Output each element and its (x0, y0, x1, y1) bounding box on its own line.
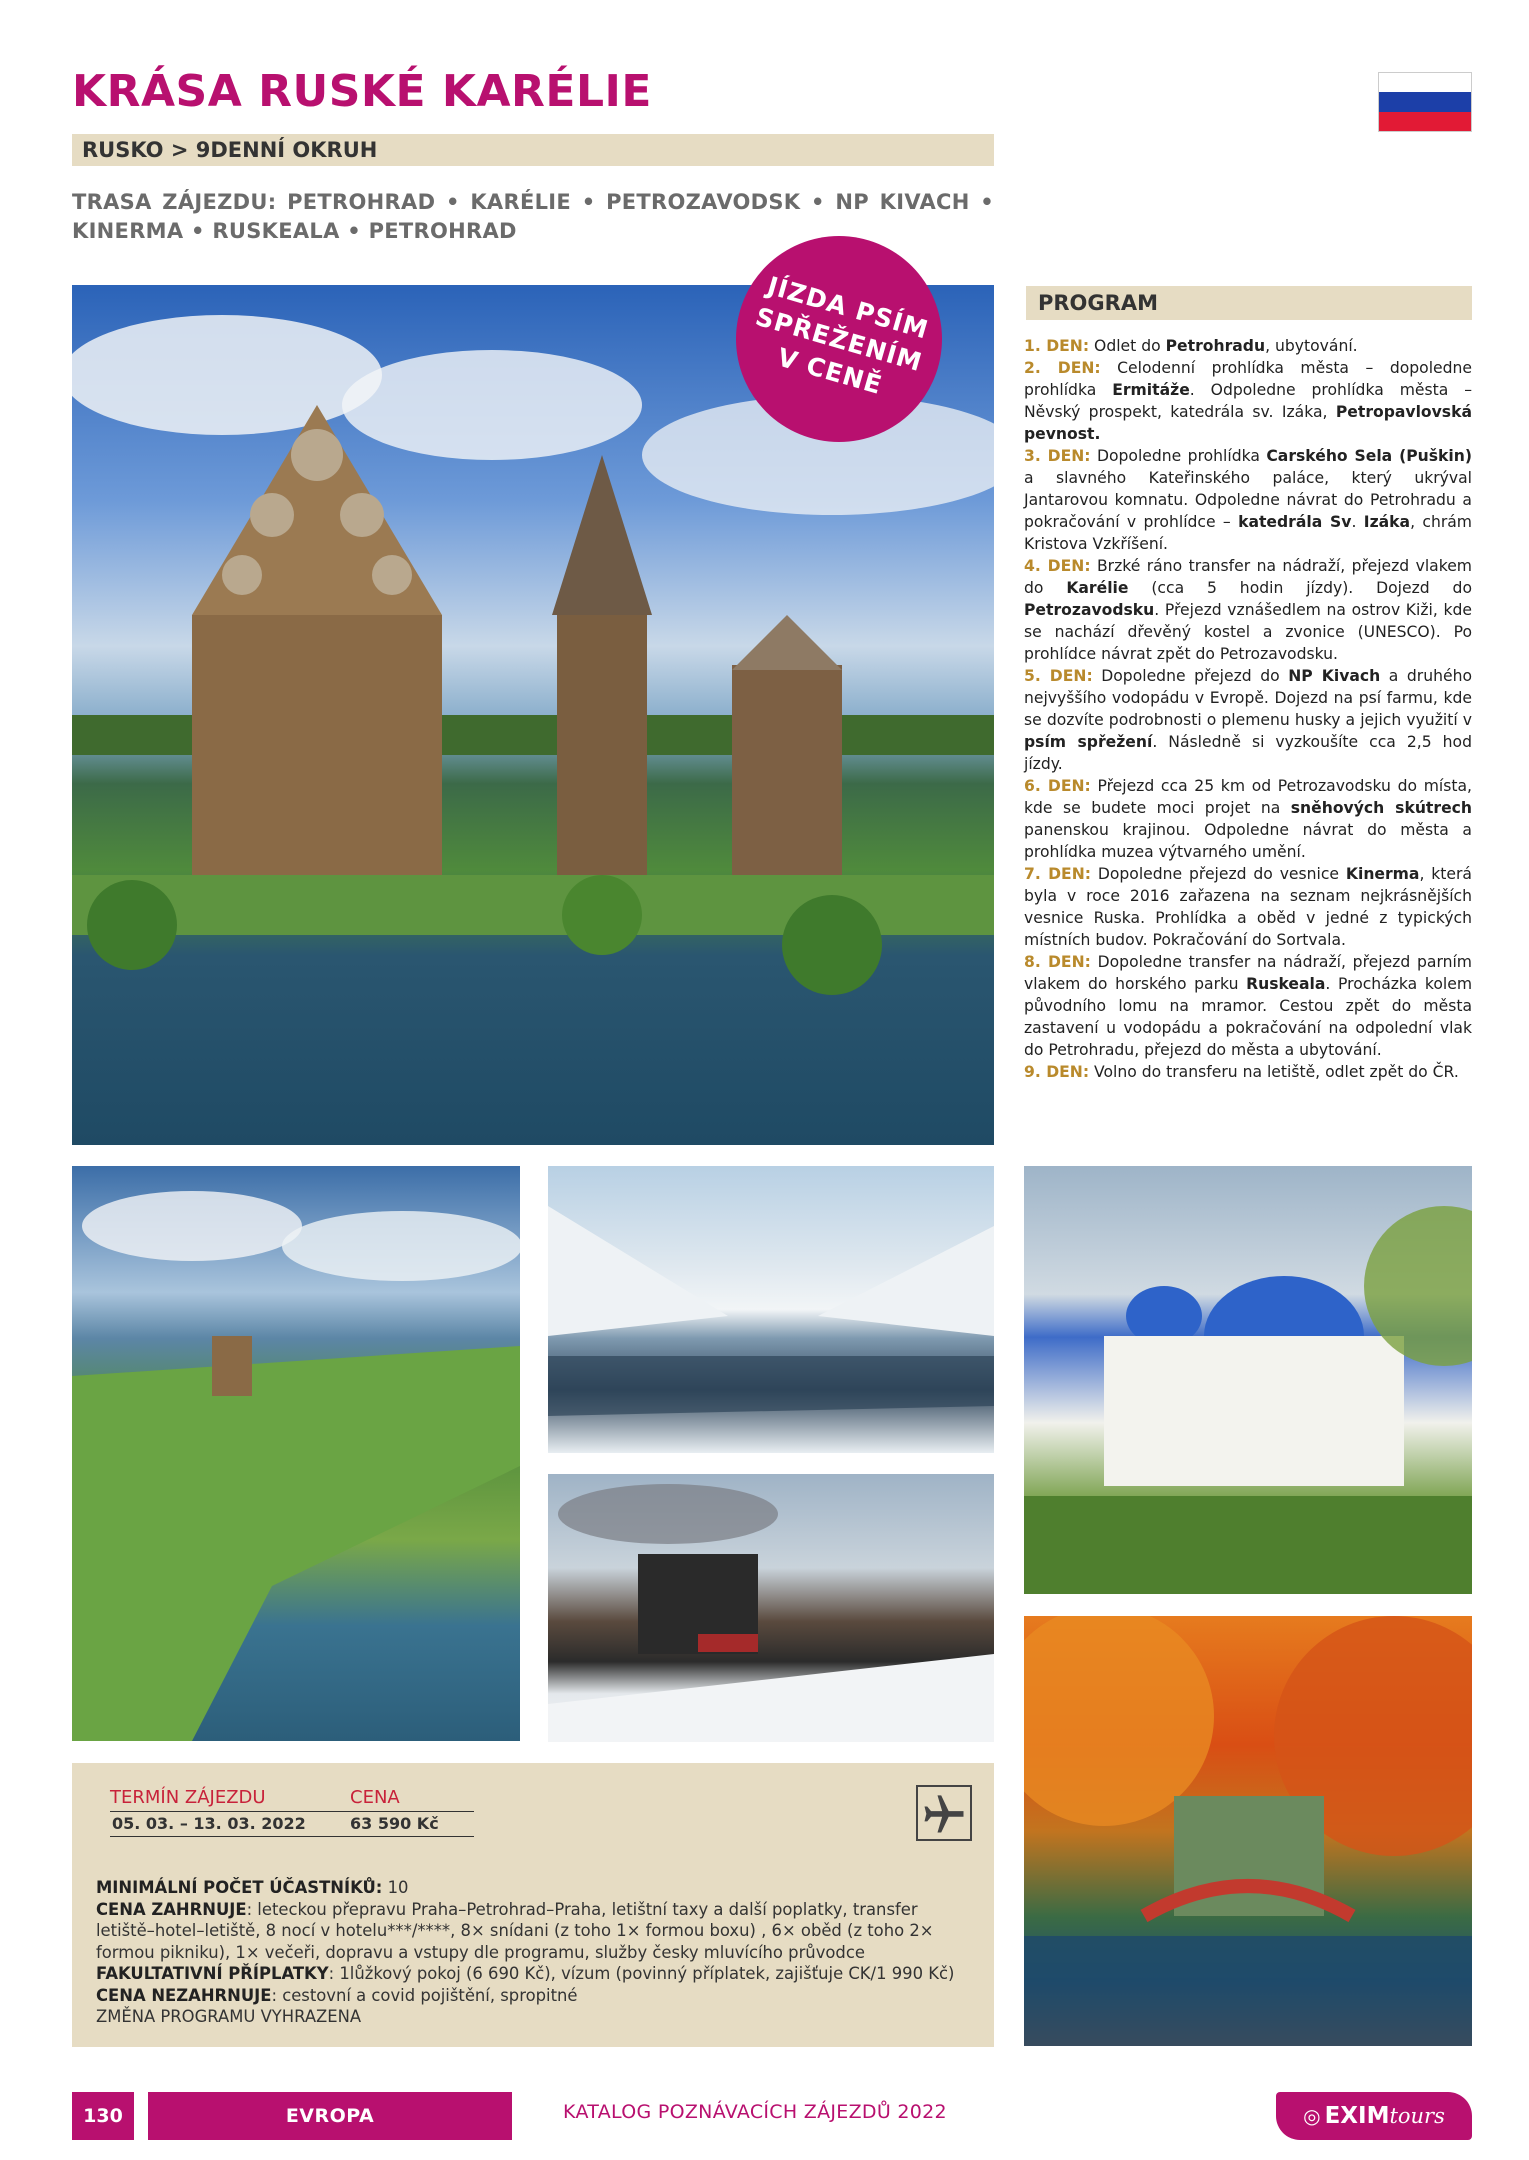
program-day-label: 6. DEN: (1024, 777, 1091, 795)
program-text-part: Přejezd cca 25 km od Petrozavodsku do místa, kde se budete moci projet na (1024, 777, 1472, 817)
tour-details (96, 1877, 974, 2028)
program-highlight: Izáka (1363, 513, 1411, 531)
price-excludes: CENA NEZAHRNUJE: cestovní a covid pojištění, spropitné (96, 1985, 578, 2005)
program-day-label: 1. DEN: (1024, 337, 1090, 355)
program-day (1024, 665, 1472, 775)
program-text-part: , která byla v roce 2016 zařazena na seznam nejkrásnějších vesnice Ruska. Prohlídka a oběd v jedné z typických místních budov. Pokračování do Sortvala. (1024, 865, 1472, 949)
flag-stripe-red (1379, 112, 1471, 131)
program-day-label: 9. DEN: (1024, 1063, 1090, 1081)
program-day (1024, 1061, 1472, 1083)
program-day (1024, 775, 1472, 863)
program-day (1024, 335, 1472, 357)
program-day-label: 5. DEN: (1024, 667, 1093, 685)
program-text-part: . Následně si vyzkoušíte cca 2,5 hod jízdy. (1024, 733, 1472, 773)
term-value: 05. 03. – 13. 03. 2022 (112, 1814, 306, 1833)
program-highlight: Karélie (1066, 579, 1129, 597)
program-heading: PROGRAM (1026, 286, 1472, 320)
program-text-part: Odlet do (1089, 337, 1166, 355)
program-text-part: . Odpoledne prohlídka města – Něvský prospekt, katedrála sv. Izáka, (1024, 381, 1472, 421)
program-text-part: Volno do transferu na letiště, odlet zpět do ČR. (1089, 1063, 1459, 1081)
program-highlight: Petropavlovská pevnost. (1024, 403, 1472, 443)
program-text-part: . Procházka kolem původního lomu na mramor. Cestou zpět do města zastavení u vodopádu a pokračování na odpolední vlak do Petrohradu, přejezd do města a ubytování. (1024, 975, 1473, 1059)
tour-subtitle: RUSKO > 9DENNÍ OKRUH (72, 134, 994, 166)
program-highlight: NP Kivach (1288, 667, 1381, 685)
program-text-part: Dopoledne prohlídka (1090, 447, 1267, 465)
autumn-park-bridge-photo (1024, 1616, 1472, 2046)
program-text-part: a slavného Kateřinského paláce, který ukrýval Jantarovou komnatu. Odpoledne návrat do Petrohradu a pokračování v prohlídce – (1024, 469, 1472, 531)
winter-river-photo (548, 1166, 994, 1453)
program-text-part: Dopoledne transfer na nádraží, přejezd parním vlakem do horského parku (1024, 953, 1472, 993)
program-day-label: 8. DEN: (1024, 953, 1091, 971)
program-highlight: Carského Sela (Puškin) (1266, 447, 1472, 465)
info-divider (110, 1836, 474, 1837)
page-number: 130 (72, 2092, 134, 2140)
flag-stripe-blue (1379, 92, 1471, 111)
plane-icon (916, 1785, 972, 1841)
program-highlight: Ermitáže (1112, 381, 1190, 399)
program-day (1024, 357, 1472, 445)
program-text-part: Brzké ráno transfer na nádraží, přejezd vlakem do (1024, 557, 1472, 597)
catalog-title: KATALOG POZNÁVACÍCH ZÁJEZDŮ 2022 (563, 2101, 947, 2123)
program-text-part: , chrám Kristova Vzkříšení. (1024, 513, 1472, 553)
program-text-part: . (1351, 513, 1364, 531)
steam-train-photo (548, 1474, 994, 1742)
program-highlight: Ruskeala (1246, 975, 1326, 993)
program-highlight: psím spřežení (1024, 733, 1153, 751)
optional-surcharges: FAKULTATIVNÍ PŘÍPLATKY: 1lůžkový pokoj (6 690 Kč), vízum (povinný příplatek, zajišťuje CK/1 990 Kč) (96, 1964, 955, 1983)
program-highlight: Petrohradu (1165, 337, 1266, 355)
program-day-label: 7. DEN: (1024, 865, 1091, 883)
program-day (1024, 445, 1472, 555)
program-text-part: panenskou krajinou. Odpoledne návrat do města a prohlídka muzea výtvarného umění. (1024, 821, 1472, 861)
program-day-label: 2. DEN: (1024, 359, 1101, 377)
page-title: KRÁSA RUSKÉ KARÉLIE (72, 66, 652, 117)
program-day-label: 3. DEN: (1024, 447, 1091, 465)
program-itinerary (1024, 335, 1472, 1083)
program-text-part: (cca 5 hodin jízdy). Dojezd do (1128, 579, 1472, 597)
tour-route: TRASA ZÁJEZDU: PETROHRAD • KARÉLIE • PETROZAVODSK • NP KIVACH • KINERMA • RUSKEALA • PETROHRAD (72, 190, 994, 243)
logo-main-text: EXIM (1324, 2103, 1390, 2129)
program-highlight: katedrála Sv (1238, 513, 1352, 531)
program-text-part: Dopoledne přejezd do vesnice (1090, 865, 1346, 883)
program-highlight: sněhových skútrech (1290, 799, 1472, 817)
info-divider (110, 1811, 474, 1812)
program-day (1024, 555, 1472, 665)
program-text-part: . Přejezd vznášedlem na ostrov Kiži, kde se nachází dřevěný kostel a zvonice (UNESCO). Po prohlídce návrat zpět do Petrozavodsku. (1024, 601, 1472, 663)
russia-flag-icon (1378, 72, 1472, 132)
kizhi-island-aerial-photo (72, 1166, 520, 1741)
program-day (1024, 863, 1472, 951)
flag-stripe-white (1379, 73, 1471, 92)
program-change-note: ZMĚNA PROGRAMU VYHRAZENA (96, 2007, 362, 2026)
dog-sled-badge (736, 236, 942, 442)
blue-dome-church-photo (1024, 1166, 1472, 1594)
program-text-part: , ubytování. (1265, 337, 1358, 355)
logo-emblem-icon: ◎ (1303, 2104, 1321, 2128)
program-text-part: Celodenní prohlídka města – dopoledne prohlídka (1024, 359, 1472, 399)
exim-tours-logo (1276, 2092, 1472, 2140)
program-day-label: 4. DEN: (1024, 557, 1091, 575)
price-includes: CENA ZAHRNUJE: leteckou přepravu Praha–Petrohrad–Praha, letištní taxy a další poplatky, transfer letiště–hotel–letiště, 8 nocí v hotelu***/****, 8× snídani (z toho 1× formou boxu) , 6× oběd (z toho 2× formou pikniku), 1× večeři, dopravu a vstupy dle programu, služby česky mluvícího průvodce (96, 1899, 934, 1962)
term-label: TERMÍN ZÁJEZDU (110, 1787, 266, 1808)
program-text-part: Dopoledne přejezd do (1092, 667, 1289, 685)
program-text-part: a druhého nejvyššího vodopádu v Evropě. Dojezd na psí farmu, kde se dozvíte podrobnosti o plemenu husky a jejich využití v (1024, 667, 1473, 729)
badge-text: JÍZDA PSÍM SPŘEŽENÍM V CENĚ (752, 270, 932, 400)
min-participants: MINIMÁLNÍ POČET ÚČASTNÍKŮ: 10 (96, 1878, 409, 1897)
price-label: CENA (350, 1787, 400, 1808)
logo-script-text: tours (1389, 2104, 1445, 2128)
program-highlight: Kinerma (1345, 865, 1420, 883)
program-day (1024, 951, 1472, 1061)
region-label: EVROPA (148, 2092, 512, 2140)
price-value: 63 590 Kč (350, 1814, 439, 1833)
program-highlight: Petrozavodsku (1024, 601, 1155, 619)
